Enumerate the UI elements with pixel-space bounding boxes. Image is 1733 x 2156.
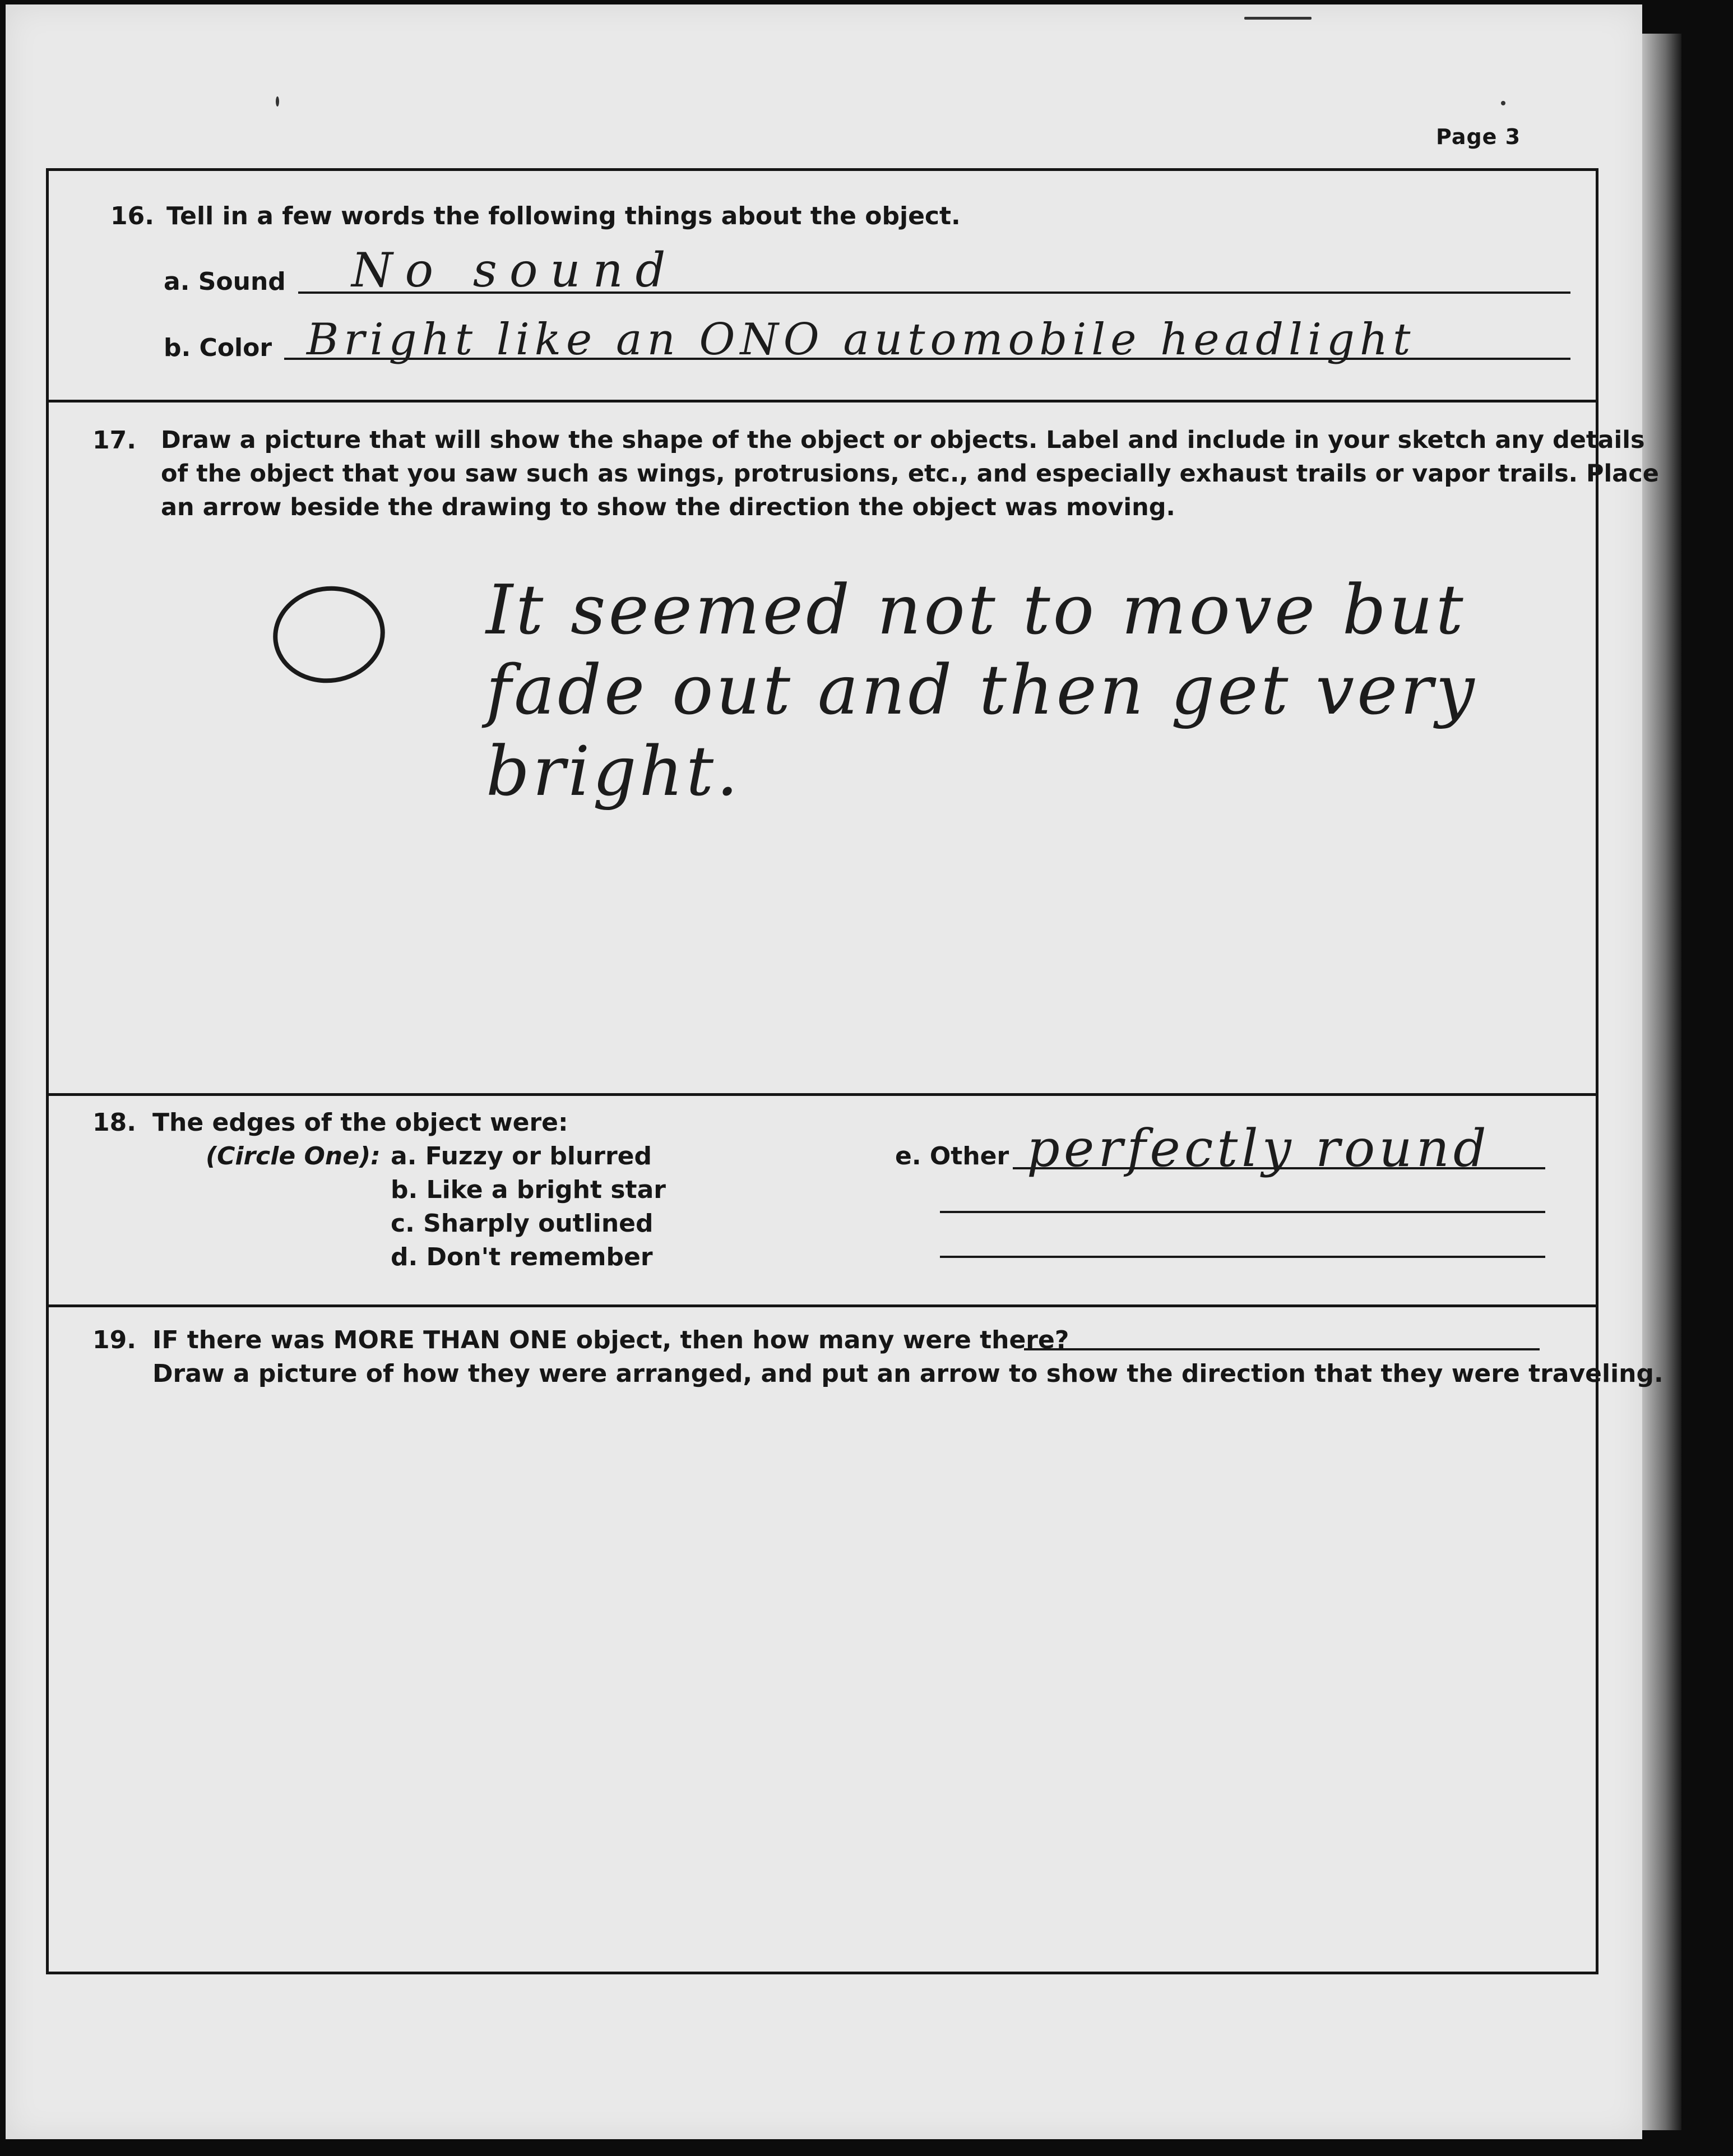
q16-prompt: Tell in a few words the following things about the object. <box>166 202 961 230</box>
section-divider <box>49 400 1596 402</box>
q18-option-c[interactable]: c. Sharply outlined <box>391 1209 654 1238</box>
q18-other-line-2 <box>940 1211 1545 1213</box>
q17-sketch-note-line3: bright. <box>486 732 741 811</box>
q18-other-answer[interactable]: perfectly round <box>1027 1118 1490 1178</box>
q19-count-line <box>1024 1348 1540 1350</box>
q17-prompt-line1: Draw a picture that will show the shape of the object or objects. Label and include in your sketch any details <box>161 426 1645 454</box>
paper-edge-shadow <box>1642 34 1681 2130</box>
q18-option-b[interactable]: b. Like a bright star <box>391 1176 666 1204</box>
scan-speck <box>276 96 279 107</box>
q17-sketch-note-line2: fade out and then get very <box>486 650 1477 730</box>
q19-number: 19. <box>92 1326 136 1354</box>
q16-number: 16. <box>110 202 154 230</box>
scan-speck <box>1244 17 1312 20</box>
q16-sound-label: a. Sound <box>164 267 286 296</box>
q18-number: 18. <box>92 1108 136 1137</box>
q18-other-label: e. Other <box>895 1142 1009 1170</box>
scan-speck <box>1501 101 1505 105</box>
q16-color-label: b. Color <box>164 334 272 362</box>
q18-prompt: The edges of the object were: <box>152 1108 568 1137</box>
section-divider <box>49 1093 1596 1096</box>
sketch-circle-drawing <box>270 583 388 687</box>
q16-sound-answer[interactable]: No sound <box>351 243 678 298</box>
q18-other-line-3 <box>940 1256 1545 1258</box>
q18-option-d[interactable]: d. Don't remember <box>391 1243 653 1271</box>
section-divider <box>49 1304 1596 1307</box>
q19-prompt-line2: Draw a picture of how they were arranged, and put an arrow to show the direction that they were traveling. <box>152 1359 1664 1388</box>
q19-prompt-line1: IF there was MORE THAN ONE object, then how many were there? <box>152 1326 1069 1354</box>
q17-sketch-note-line1: It seemed not to move but <box>486 570 1466 650</box>
page-number: Page 3 <box>1436 124 1521 149</box>
q18-instruction: (Circle One): <box>206 1142 381 1170</box>
q19-drawing-area[interactable] <box>54 1404 1590 1959</box>
q16-color-answer[interactable]: Bright like an ONO automobile headlight <box>307 314 1416 365</box>
q18-option-a[interactable]: a. Fuzzy or blurred <box>391 1142 652 1170</box>
q17-prompt-line2: of the object that you saw such as wings, protrusions, etc., and especially exhaust trails or vapor trails. Place <box>161 460 1659 488</box>
q17-prompt-line3: an arrow beside the drawing to show the direction the object was moving. <box>161 493 1175 521</box>
questionnaire-form <box>46 168 1664 1974</box>
q17-number: 17. <box>92 426 136 455</box>
